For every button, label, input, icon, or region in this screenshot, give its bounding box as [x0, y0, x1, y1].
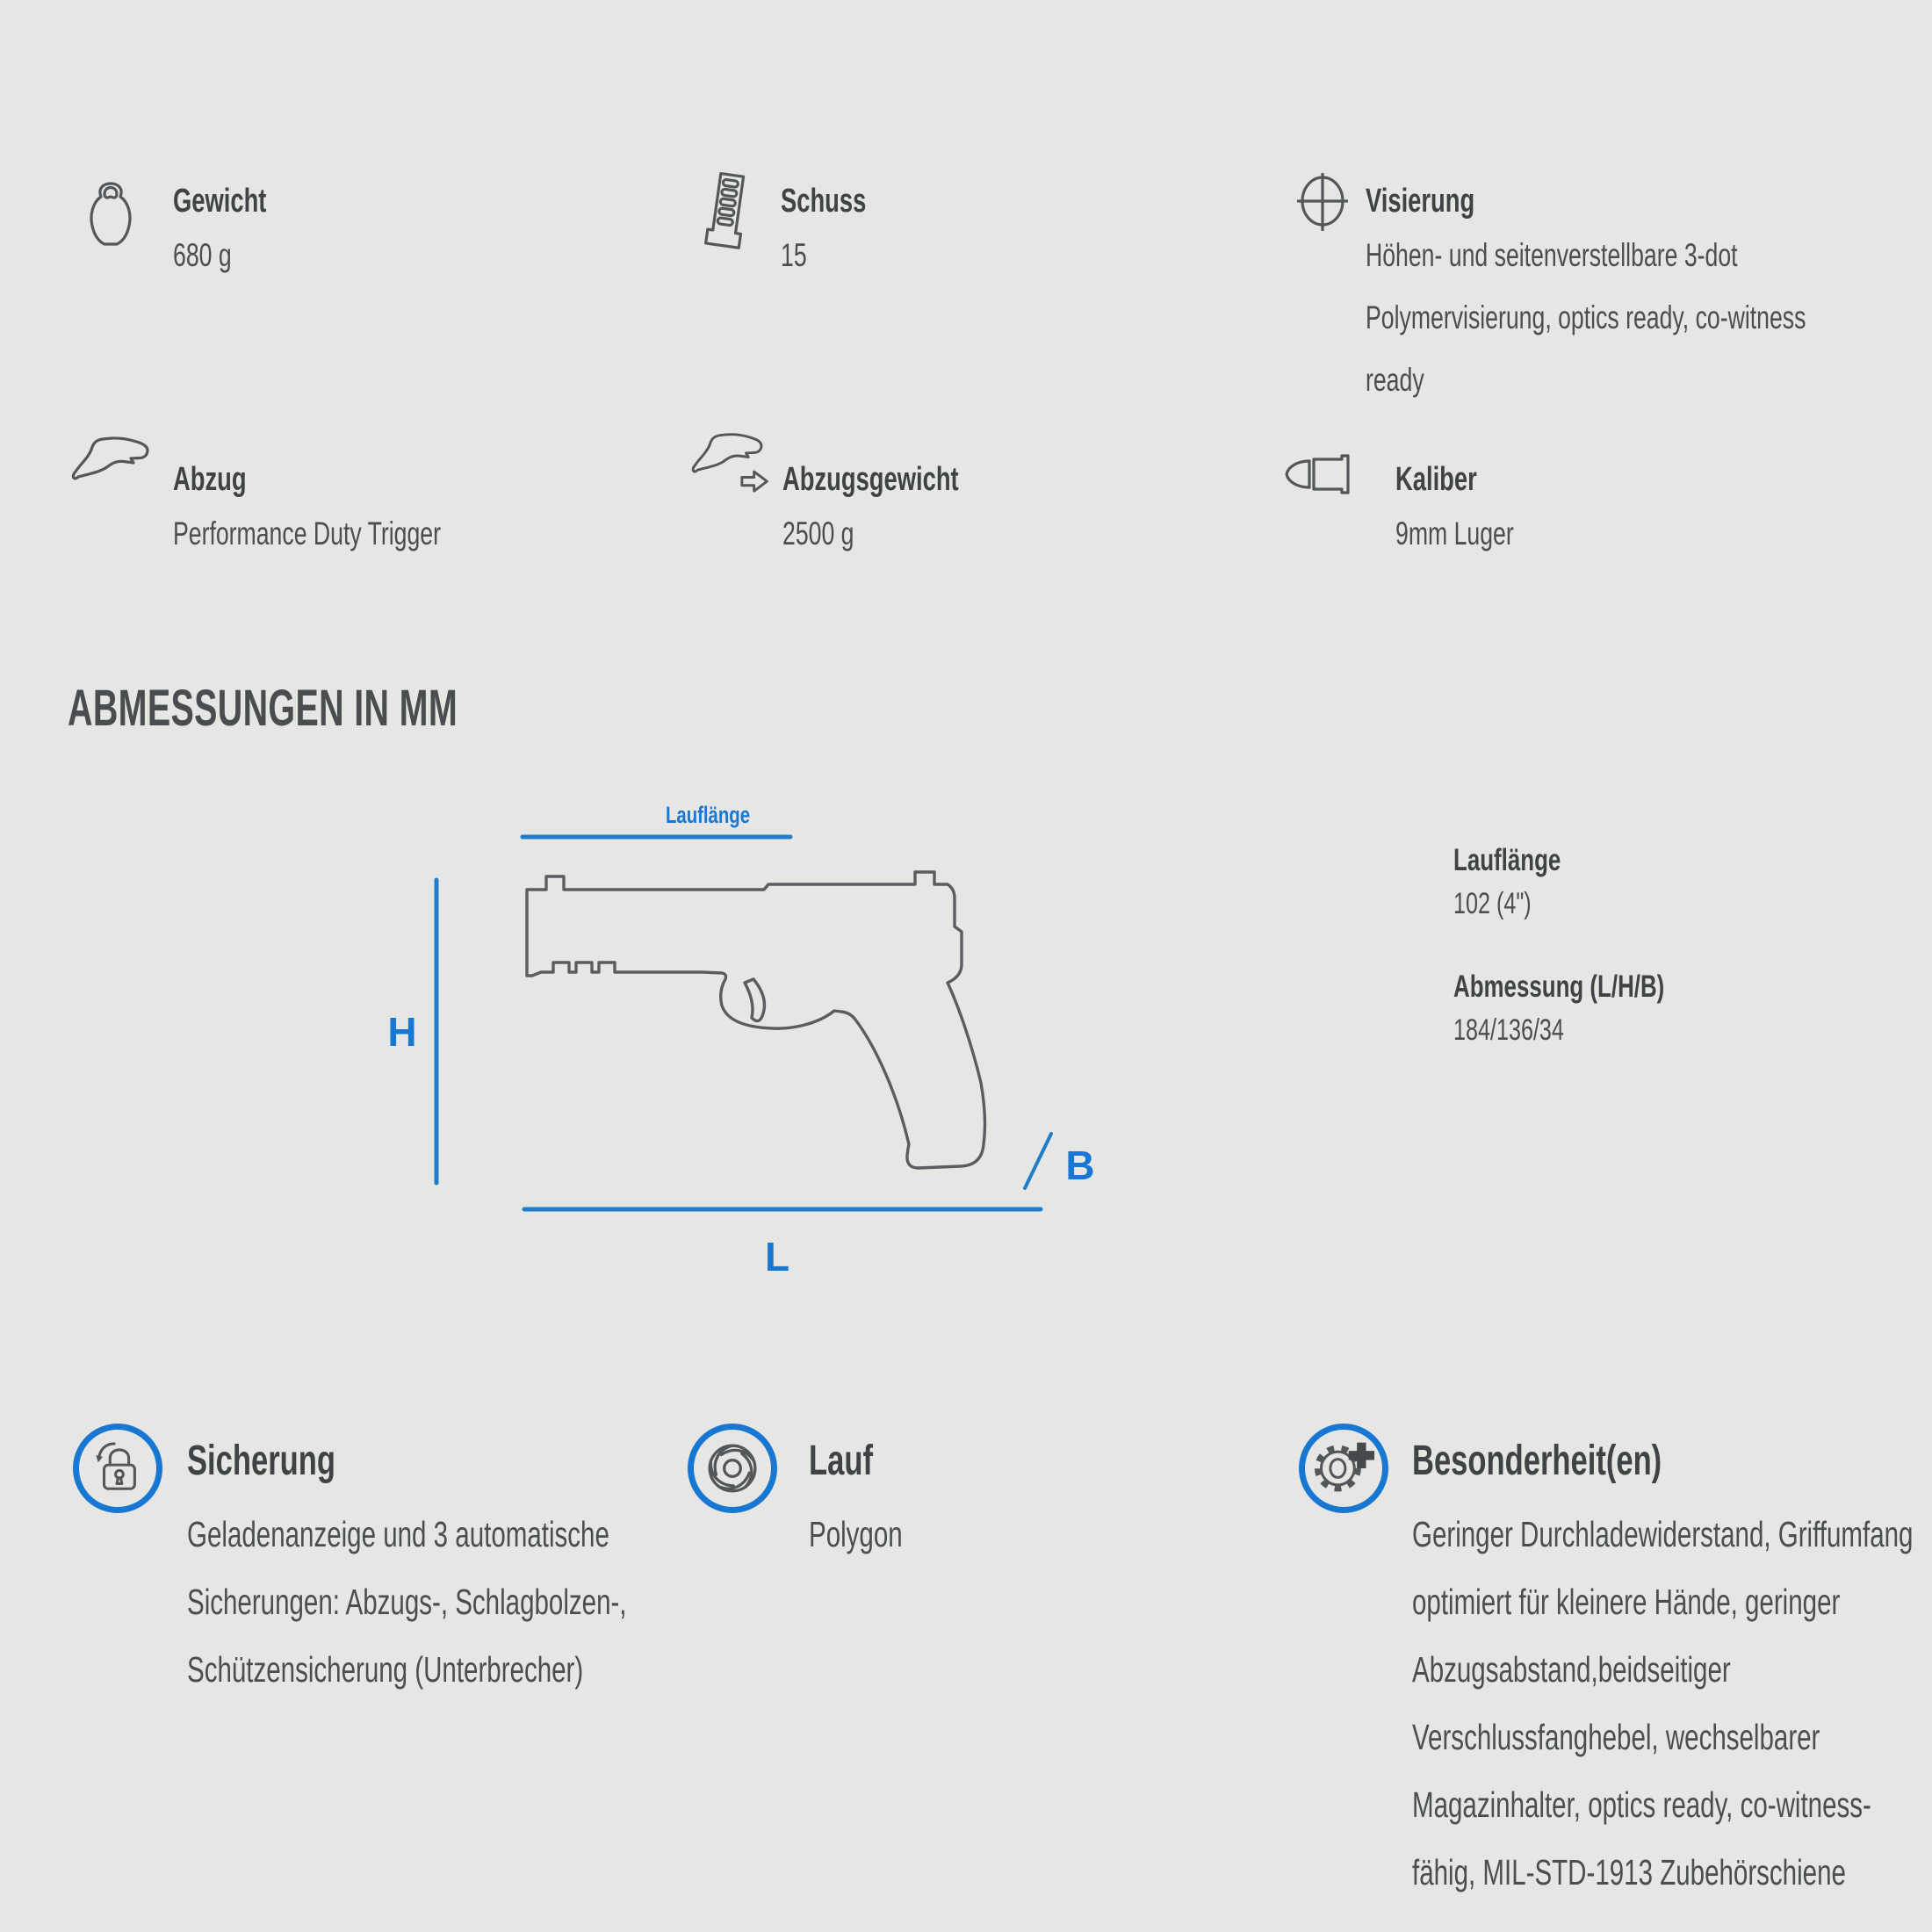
spec-desc-line: Abzugsabstand,beidseitiger	[1412, 1649, 1731, 1690]
section-heading: ABMESSUNGEN IN MM	[68, 680, 458, 737]
padlock-icon	[73, 1424, 162, 1513]
width-label: B	[1065, 1143, 1095, 1188]
spec-value: Polygon	[809, 1514, 903, 1554]
kettlebell-icon	[83, 173, 139, 251]
height-label: H	[387, 1009, 417, 1055]
spec-label: Kaliber	[1395, 461, 1477, 498]
spec-desc-line: ready	[1366, 362, 1424, 398]
spec-desc-line: Höhen- und seitenverstellbare 3-dot	[1366, 237, 1738, 273]
pistol-dimensions-diagram	[378, 786, 1150, 1282]
spec-label: Abzug	[173, 461, 247, 498]
spec-label: Gewicht	[173, 183, 267, 220]
spec-label: Schuss	[781, 183, 867, 220]
rifling-icon	[688, 1424, 777, 1513]
reticle-icon	[1297, 173, 1348, 235]
cartridge-icon	[1282, 453, 1358, 500]
spec-label: Visierung	[1366, 183, 1475, 220]
spec-desc-line: optimiert für kleinere Hände, geringer	[1412, 1582, 1841, 1622]
pistol-outline	[527, 872, 984, 1168]
spec-value: 680 g	[173, 237, 232, 273]
dim-detail-value: 102 (4")	[1453, 887, 1532, 920]
spec-desc-line: Sicherungen: Abzugs-, Schlagbolzen-,	[187, 1582, 627, 1622]
length-label: L	[764, 1234, 790, 1278]
spec-desc-line: Geringer Durchladewiderstand, Griffumfang	[1412, 1514, 1914, 1554]
dim-detail-value: 184/136/34	[1453, 1013, 1564, 1047]
spec-label: Lauf	[809, 1438, 873, 1484]
spec-desc-line: Magazinhalter, optics ready, co-witness-	[1412, 1784, 1871, 1825]
spec-desc-line: fähig, MIL-STD-1913 Zubehörschiene	[1412, 1852, 1846, 1892]
spec-label: Abzugsgewicht	[782, 461, 959, 498]
spec-value: 2500 g	[782, 515, 854, 551]
dim-detail-label: Lauflänge	[1453, 843, 1561, 877]
spec-desc-line: Schützensicherung (Unterbrecher)	[187, 1649, 584, 1690]
trigger-pull-icon	[690, 432, 792, 501]
dimension-details	[1453, 840, 1739, 1052]
spec-desc-line: Verschlussfanghebel, wechselbarer	[1412, 1717, 1820, 1757]
gear-plus-icon	[1299, 1424, 1388, 1513]
spec-value: 9mm Luger	[1395, 515, 1514, 551]
spec-desc-line: Geladenanzeige und 3 automatische	[187, 1514, 609, 1554]
spec-desc-line: Polymervisierung, optics ready, co-witness	[1366, 299, 1806, 335]
trigger-icon	[70, 436, 162, 494]
spec-label: Besonderheit(en)	[1412, 1438, 1662, 1484]
spec-value: 15	[781, 237, 807, 273]
barrel-length-label: Lauflänge	[666, 802, 750, 828]
magazine-icon	[701, 169, 755, 259]
dim-detail-label: Abmessung (L/H/B)	[1453, 970, 1665, 1004]
spec-value: Performance Duty Trigger	[173, 515, 441, 551]
spec-label: Sicherung	[187, 1438, 335, 1484]
